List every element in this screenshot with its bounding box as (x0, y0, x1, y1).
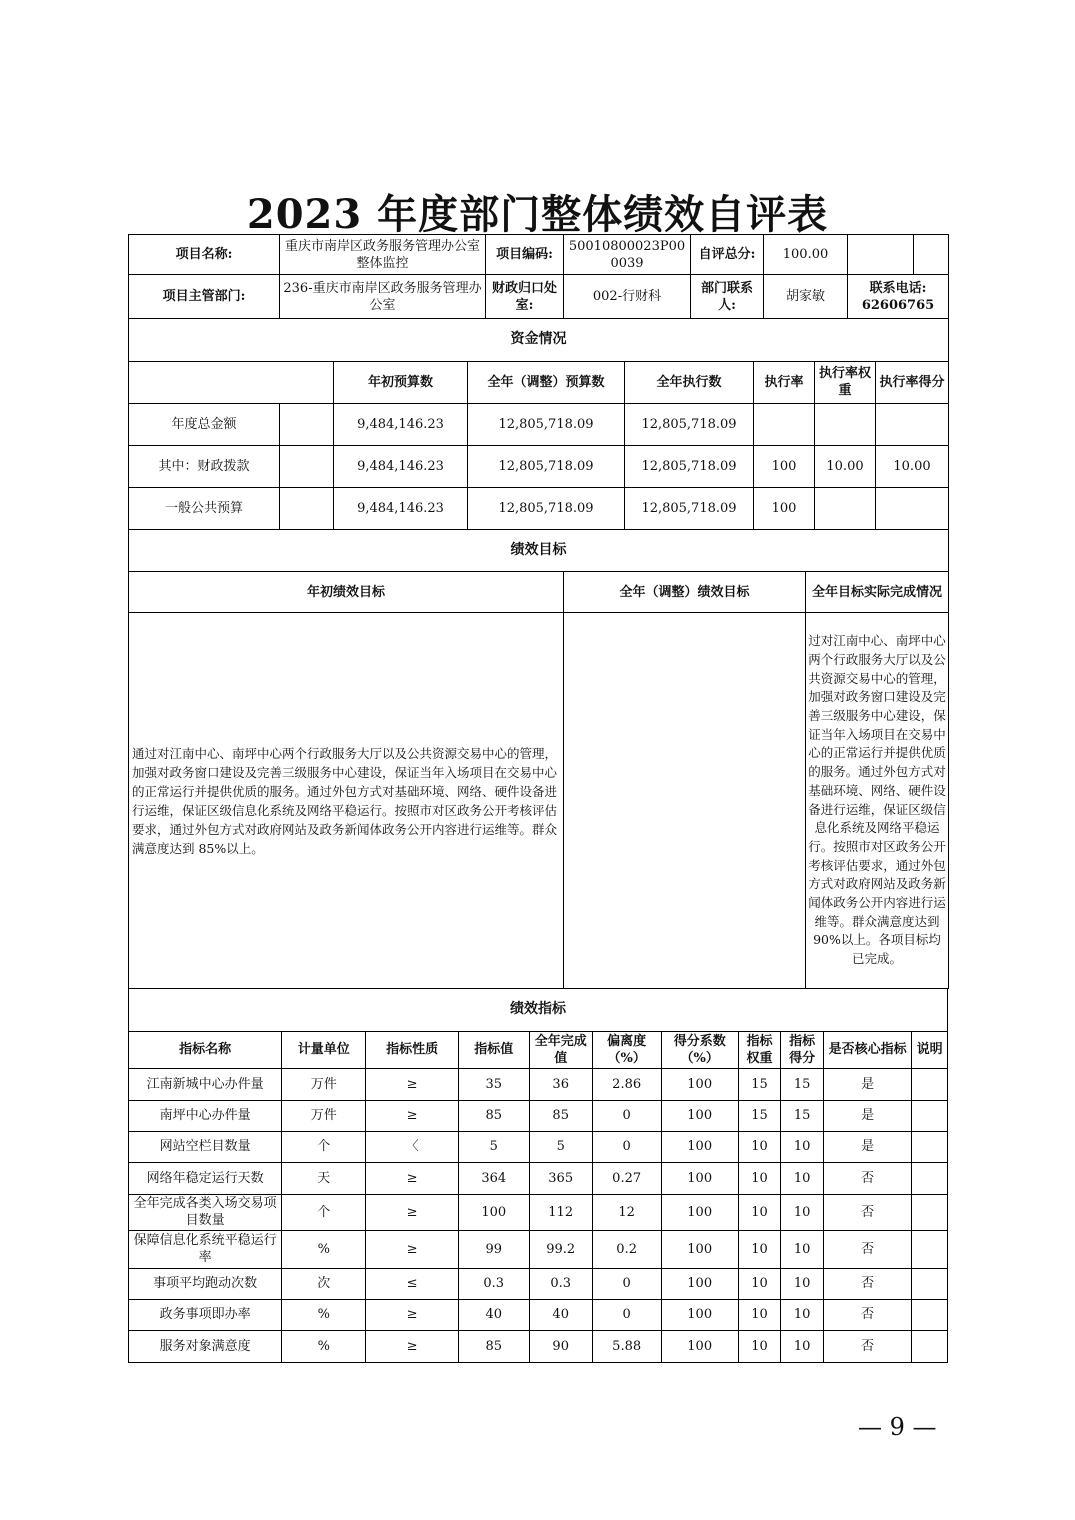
indicator-coef: 100 (661, 1230, 738, 1268)
indicator-unit: 天 (282, 1162, 366, 1194)
indicators-section-title: 绩效指标 (129, 989, 948, 1031)
indicator-note (912, 1299, 948, 1330)
funds-score (876, 487, 949, 529)
ind-col-score: 指标得分 (781, 1031, 824, 1068)
indicator-deviation: 0 (592, 1100, 661, 1131)
funds-initial: 9,484,146.23 (334, 445, 468, 487)
indicator-nature: ≥ (366, 1330, 458, 1362)
dept-label: 项目主管部门: (129, 275, 280, 319)
indicator-deviation: 12 (592, 1194, 661, 1230)
funds-table (128, 319, 949, 530)
indicator-nature: 〈 (366, 1131, 458, 1162)
project-code-value: 50010800023P000039 (564, 235, 691, 275)
indicator-actual: 112 (529, 1194, 592, 1230)
indicator-core: 是 (823, 1131, 911, 1162)
ind-col-note: 说明 (912, 1031, 948, 1068)
indicator-actual: 90 (529, 1330, 592, 1362)
phone-value: 62606765 (861, 297, 935, 313)
funds-executed: 12,805,718.09 (625, 487, 754, 529)
indicator-note (912, 1330, 948, 1362)
indicator-coef: 100 (661, 1299, 738, 1330)
indicator-score: 10 (781, 1131, 824, 1162)
funds-initial: 9,484,146.23 (334, 487, 468, 529)
funds-row (129, 487, 949, 529)
funds-col-executed: 全年执行数 (625, 361, 754, 403)
indicator-row (129, 1100, 948, 1131)
indicators-table (128, 989, 948, 1363)
indicator-weight: 15 (738, 1100, 781, 1131)
funds-rate: 100 (754, 445, 815, 487)
funds-row-label: 一般公共预算 (129, 487, 280, 529)
indicator-note (912, 1162, 948, 1194)
funds-rate: 100 (754, 487, 815, 529)
indicator-deviation: 5.88 (592, 1330, 661, 1362)
indicator-name: 网络年稳定运行天数 (129, 1162, 282, 1194)
indicator-actual: 36 (529, 1068, 592, 1100)
funds-col-weight: 执行率权重 (815, 361, 876, 403)
indicator-coef: 100 (661, 1162, 738, 1194)
indicator-unit: 个 (282, 1131, 366, 1162)
page-title: 2023 年度部门整体绩效自评表 (246, 191, 829, 238)
indicator-actual: 5 (529, 1131, 592, 1162)
indicator-deviation: 0.2 (592, 1230, 661, 1268)
indicator-name: 服务对象满意度 (129, 1330, 282, 1362)
indicator-weight: 10 (738, 1230, 781, 1268)
funds-col-adjusted: 全年（调整）预算数 (468, 361, 625, 403)
funds-weight (815, 403, 876, 445)
funds-score (876, 403, 949, 445)
indicator-target: 99 (458, 1230, 529, 1268)
funds-adjusted: 12,805,718.09 (468, 403, 625, 445)
indicator-core: 否 (823, 1162, 911, 1194)
indicator-name: 保障信息化系统平稳运行率 (129, 1230, 282, 1268)
goals-col-adjusted: 全年（调整）绩效目标 (564, 572, 806, 613)
funds-col-rate: 执行率 (754, 361, 815, 403)
page-number: — 9 — (858, 1413, 937, 1441)
indicator-coef: 100 (661, 1131, 738, 1162)
indicator-note (912, 1100, 948, 1131)
self-score-label: 自评总分: (691, 235, 764, 275)
indicator-core: 否 (823, 1268, 911, 1299)
goals-table (128, 530, 949, 990)
indicator-name: 全年完成各类入场交易项目数量 (129, 1194, 282, 1230)
indicator-note (912, 1194, 948, 1230)
contact-label: 部门联系人: (691, 275, 764, 319)
indicator-nature: ≥ (366, 1230, 458, 1268)
indicator-coef: 100 (661, 1194, 738, 1230)
indicator-weight: 15 (738, 1068, 781, 1100)
goals-col-initial: 年初绩效目标 (129, 572, 564, 613)
ind-col-unit: 计量单位 (282, 1031, 366, 1068)
indicator-target: 40 (458, 1299, 529, 1330)
indicator-core: 否 (823, 1230, 911, 1268)
funds-col-score: 执行率得分 (876, 361, 949, 403)
indicator-row (129, 1131, 948, 1162)
goals-section-title: 绩效目标 (129, 530, 949, 572)
funds-col-initial: 年初预算数 (334, 361, 468, 403)
indicator-weight: 10 (738, 1268, 781, 1299)
funds-adjusted: 12,805,718.09 (468, 445, 625, 487)
indicator-target: 364 (458, 1162, 529, 1194)
indicator-core: 否 (823, 1330, 911, 1362)
indicator-row (129, 1268, 948, 1299)
project-name-value: 重庆市南岸区政务服务管理办公室整体监控 (280, 235, 486, 275)
self-score-value: 100.00 (764, 235, 848, 275)
funds-rate (754, 403, 815, 445)
indicator-row (129, 1068, 948, 1100)
funds-section-title: 资金情况 (129, 319, 949, 361)
indicator-target: 85 (458, 1330, 529, 1362)
indicator-weight: 10 (738, 1299, 781, 1330)
indicator-unit: % (282, 1230, 366, 1268)
ind-col-coef: 得分系数（%） (661, 1031, 738, 1068)
evaluation-form (128, 234, 948, 1363)
funds-row-label: 其中：财政拨款 (129, 445, 280, 487)
indicator-unit: 个 (282, 1194, 366, 1230)
indicator-note (912, 1068, 948, 1100)
indicator-score: 10 (781, 1299, 824, 1330)
indicator-unit: % (282, 1299, 366, 1330)
ind-col-nature: 指标性质 (366, 1031, 458, 1068)
indicator-row (129, 1162, 948, 1194)
indicator-weight: 10 (738, 1194, 781, 1230)
indicator-actual: 0.3 (529, 1268, 592, 1299)
header-table (128, 234, 949, 319)
indicator-note (912, 1131, 948, 1162)
header-empty-cell (848, 235, 914, 275)
indicator-unit: 万件 (282, 1100, 366, 1131)
goals-adjusted-text (564, 613, 806, 989)
indicator-name: 南坪中心办件量 (129, 1100, 282, 1131)
indicator-core: 否 (823, 1194, 911, 1230)
funds-weight (815, 487, 876, 529)
indicator-core: 是 (823, 1100, 911, 1131)
goals-initial-text: 通过对江南中心、南坪中心两个行政服务大厅以及公共资源交易中心的管理，加强对政务窗口建设及完善三级服务中心建设，保证当年入场项目在交易中心的正常运行并提供优质的服务。通过外包方式对基础环境、网络、硬件设备进行运维，保证区级信息化系统及网络平稳运行。按照市对区政务公开考核评估要求，通过外包方式对政府网站及政务新闻体政务公开内容进行运维等。群众满意度达到 85%以上。 (129, 613, 564, 989)
indicator-coef: 100 (661, 1068, 738, 1100)
indicator-nature: ≤ (366, 1268, 458, 1299)
project-name-label: 项目名称: (129, 235, 280, 275)
indicators-body (129, 1068, 948, 1362)
indicator-actual: 365 (529, 1162, 592, 1194)
indicator-target: 35 (458, 1068, 529, 1100)
indicator-deviation: 0 (592, 1299, 661, 1330)
ind-col-actual: 全年完成值 (529, 1031, 592, 1068)
indicator-target: 85 (458, 1100, 529, 1131)
indicator-score: 15 (781, 1068, 824, 1100)
funds-executed: 12,805,718.09 (625, 445, 754, 487)
funds-adjusted: 12,805,718.09 (468, 487, 625, 529)
ind-col-weight: 指标权重 (738, 1031, 781, 1068)
indicator-nature: ≥ (366, 1194, 458, 1230)
finance-value: 002-行财科 (564, 275, 691, 319)
indicator-name: 网站空栏目数量 (129, 1131, 282, 1162)
indicator-nature: ≥ (366, 1162, 458, 1194)
indicator-target: 100 (458, 1194, 529, 1230)
phone-cell (848, 275, 949, 319)
indicator-core: 否 (823, 1299, 911, 1330)
funds-executed: 12,805,718.09 (625, 403, 754, 445)
indicator-deviation: 0.27 (592, 1162, 661, 1194)
indicator-actual: 40 (529, 1299, 592, 1330)
indicator-actual: 85 (529, 1100, 592, 1131)
indicator-row (129, 1194, 948, 1230)
ind-col-deviation: 偏离度（%） (592, 1031, 661, 1068)
indicator-target: 5 (458, 1131, 529, 1162)
indicator-coef: 100 (661, 1100, 738, 1131)
goals-col-actual: 全年目标实际完成情况 (806, 572, 949, 613)
funds-score: 10.00 (876, 445, 949, 487)
indicator-nature: ≥ (366, 1068, 458, 1100)
indicators-header-row (129, 1031, 948, 1068)
phone-label: 联系电话: (869, 280, 927, 296)
indicator-unit: % (282, 1330, 366, 1362)
indicator-core: 是 (823, 1068, 911, 1100)
indicator-score: 10 (781, 1268, 824, 1299)
indicator-deviation: 0 (592, 1131, 661, 1162)
indicator-row (129, 1299, 948, 1330)
funds-header-empty (129, 361, 334, 403)
indicator-score: 10 (781, 1194, 824, 1230)
indicator-row (129, 1330, 948, 1362)
header-empty-cell (914, 235, 949, 275)
indicator-coef: 100 (661, 1330, 738, 1362)
indicator-name: 江南新城中心办件量 (129, 1068, 282, 1100)
indicator-weight: 10 (738, 1330, 781, 1362)
indicator-nature: ≥ (366, 1100, 458, 1131)
ind-col-name: 指标名称 (129, 1031, 282, 1068)
indicator-name: 政务事项即办率 (129, 1299, 282, 1330)
finance-label: 财政归口处室: (486, 275, 564, 319)
funds-row (129, 403, 949, 445)
indicator-score: 10 (781, 1330, 824, 1362)
dept-value: 236-重庆市南岸区政务服务管理办公室 (280, 275, 486, 319)
funds-weight: 10.00 (815, 445, 876, 487)
goals-actual-text: 过对江南中心、南坪中心两个行政服务大厅以及公共资源交易中心的管理，加强对政务窗口建设及完善三级服务中心建设，保证当年入场项目在交易中心的正常运行并提供优质的服务。通过外包方式对基础环境、网络、硬件设备进行运维，保证区级信息化系统及网络平稳运行。按照市对区政务公开考核评估要求，通过外包方式对政府网站及政务新闻体政务公开内容进行运维等。群众满意度达到 90%以上。各项目标均已完成。 (806, 613, 949, 989)
indicator-note (912, 1230, 948, 1268)
indicator-score: 15 (781, 1100, 824, 1131)
indicator-weight: 10 (738, 1131, 781, 1162)
indicator-nature: ≥ (366, 1299, 458, 1330)
ind-col-target: 指标值 (458, 1031, 529, 1068)
indicator-weight: 10 (738, 1162, 781, 1194)
indicator-unit: 次 (282, 1268, 366, 1299)
ind-col-core: 是否核心指标 (823, 1031, 911, 1068)
indicator-name: 事项平均跑动次数 (129, 1268, 282, 1299)
indicator-score: 10 (781, 1162, 824, 1194)
indicator-actual: 99.2 (529, 1230, 592, 1268)
funds-initial: 9,484,146.23 (334, 403, 468, 445)
indicator-deviation: 0 (592, 1268, 661, 1299)
indicator-score: 10 (781, 1230, 824, 1268)
indicator-unit: 万件 (282, 1068, 366, 1100)
funds-row (129, 445, 949, 487)
indicator-note (912, 1268, 948, 1299)
indicator-coef: 100 (661, 1268, 738, 1299)
funds-row-label: 年度总金额 (129, 403, 280, 445)
indicator-row (129, 1230, 948, 1268)
indicator-deviation: 2.86 (592, 1068, 661, 1100)
contact-value: 胡家敏 (764, 275, 848, 319)
project-code-label: 项目编码: (486, 235, 564, 275)
indicator-target: 0.3 (458, 1268, 529, 1299)
